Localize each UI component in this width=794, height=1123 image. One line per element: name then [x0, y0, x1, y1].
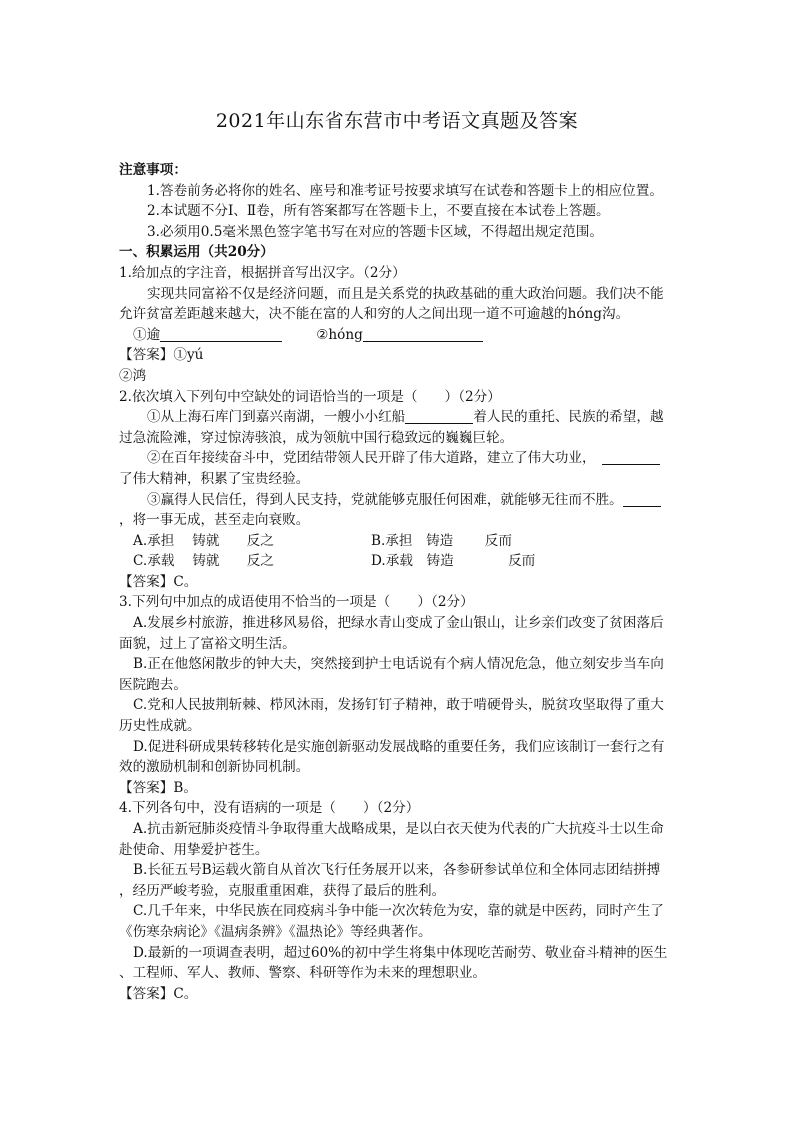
sentence-text: ③赢得人民信任，得到人民支持，党就能够克服任何困难，就能够无往而不胜。 — [147, 491, 623, 508]
option-line: C.几千年来，中华民族在同疫病斗争中能一次次转危为安，靠的就是中医药，同时产生了 — [133, 903, 664, 920]
question-stem: 3.下列句中加点的成语使用不恰当的一项是（ ）（2分） — [119, 594, 474, 611]
answer-blank — [623, 492, 661, 507]
blank-label: ②hóng — [316, 326, 363, 343]
option-line: D.最新的一项调查表明，超过60%的初中学生将集中体现吃苦耐劳、敬业奋斗精神的医生 — [133, 944, 668, 961]
passage-line: 允许贫富差距越来越大，决不能在富的人和穷的人之间出现一道不可逾越的hóng沟。 — [119, 306, 630, 323]
notice-heading: 注意事项： — [119, 162, 187, 178]
sentence-text: 着人民的重托、民族的希望，越 — [473, 409, 664, 426]
option-line: 效的激励机制和创新协同机制。 — [119, 759, 310, 776]
options-row — [119, 551, 703, 572]
option-line: 、工程师、军人、教师、警察、科研等作为未来的理想职业。 — [119, 965, 487, 982]
option-a: A.承担 铸就 反之 — [133, 532, 274, 549]
notice-item: 3.必须用0.5毫米黑色签字笔书写在对应的答题卡区域，不得超出规定范围。 — [147, 223, 603, 240]
option-line: 历史性成就。 — [119, 718, 201, 735]
notice-item: 2.本试题不分Ⅰ、Ⅱ卷，所有答案都写在答题卡上，不要直接在本试卷上答题。 — [147, 203, 610, 220]
page-title: 2021年山东省东营市中考语文真题及答案 — [215, 110, 579, 132]
option-line: 医院跑去。 — [119, 676, 187, 693]
fill-blanks-row — [119, 325, 703, 346]
answer-text: 【答案】C。 — [119, 573, 198, 590]
option-line: 面貌，过上了富裕文明生活。 — [119, 635, 296, 652]
question-stem: 1.给加点的字注音，根据拼音写出汉字。（2分） — [119, 264, 406, 281]
question-stem: 2.依次填入下列句中空缺处的词语恰当的一项是（ ）（2分） — [119, 388, 501, 405]
sentence-line — [119, 407, 703, 428]
option-line: A.发展乡村旅游，推进移风易俗，把绿水青山变成了金山银山，让乡亲们改变了贫困落后 — [133, 615, 664, 632]
option-b: B.承担 铸造 反而 — [371, 532, 512, 549]
answer-blank — [405, 409, 473, 424]
sentence-line: 过急流险滩，穿过惊涛骇浪，成为领航中国行稳致远的巍巍巨轮。 — [119, 429, 514, 446]
answer-text: 【答案】①yú — [119, 347, 204, 364]
section-heading: 一、积累运用（共20分） — [119, 244, 274, 261]
option-d: D.承载 铸造 反而 — [371, 553, 536, 570]
option-line: 《伤寒杂病论》《温病条辨》《温热论》等经典著作。 — [119, 923, 432, 940]
sentence-line — [119, 490, 703, 511]
option-line: 赴使命、用挚爱护苍生。 — [119, 841, 269, 858]
sentence-line: 了伟大精神，积累了宝贵经验。 — [119, 470, 310, 487]
blank-label: ①逾 — [133, 326, 161, 343]
answer-blank — [160, 327, 282, 342]
answer-blank — [363, 327, 483, 342]
passage-line: 实现共同富裕不仅是经济问题，而且是关系党的执政基础的重大政治问题。我们决不能 — [147, 285, 664, 302]
sentence-text: ②在百年接续奋斗中，党团结带领人民开辟了伟大道路，建立了伟大功业， — [147, 450, 596, 467]
notice-item: 1.答卷前务必将你的姓名、座号和准考证号按要求填写在试卷和答题卡上的相应位置。 — [147, 182, 663, 199]
option-line: B.长征五号B运载火箭自从首次飞行任务展开以来，各参研参试单位和全体同志团结拼搏 — [133, 862, 661, 879]
exam-content — [119, 160, 703, 1004]
answer-text: 【答案】B。 — [119, 779, 197, 796]
answer-text: 【答案】C。 — [119, 985, 198, 1002]
answer-blank — [602, 450, 660, 465]
question-stem: 4.下列各句中，没有语病的一项是（ ）（2分） — [119, 800, 420, 817]
sentence-line: ，将一事无成，甚至走向衰败。 — [119, 512, 310, 529]
option-c: C.承载 铸就 反之 — [133, 553, 274, 570]
sentence-line — [119, 448, 703, 469]
option-line: D.促进科研成果转移转化是实施创新驱动发展战略的重要任务，我们应该制订一套行之有 — [133, 738, 665, 755]
answer-text: ②鸿 — [119, 367, 147, 384]
options-row — [119, 531, 703, 552]
option-line: ，经历严峻考验，克服重重困难，获得了最后的胜利。 — [119, 882, 446, 899]
option-line: B.正在他悠闲散步的钟大夫，突然接到护士电话说有个病人情况危急，他立刻安步当车向 — [133, 656, 664, 673]
option-line: C.党和人民披荆斩棘、栉风沐雨，发扬钉钉子精神，敢于啃硬骨头，脱贫攻坚取得了重大 — [133, 697, 664, 714]
option-line: A.抗击新冠肺炎疫情斗争取得重大战略成果，是以白衣天使为代表的广大抗疫斗士以生命 — [133, 821, 664, 837]
sentence-text: ①从上海石库门到嘉兴南湖，一艘小小红船 — [147, 409, 406, 426]
